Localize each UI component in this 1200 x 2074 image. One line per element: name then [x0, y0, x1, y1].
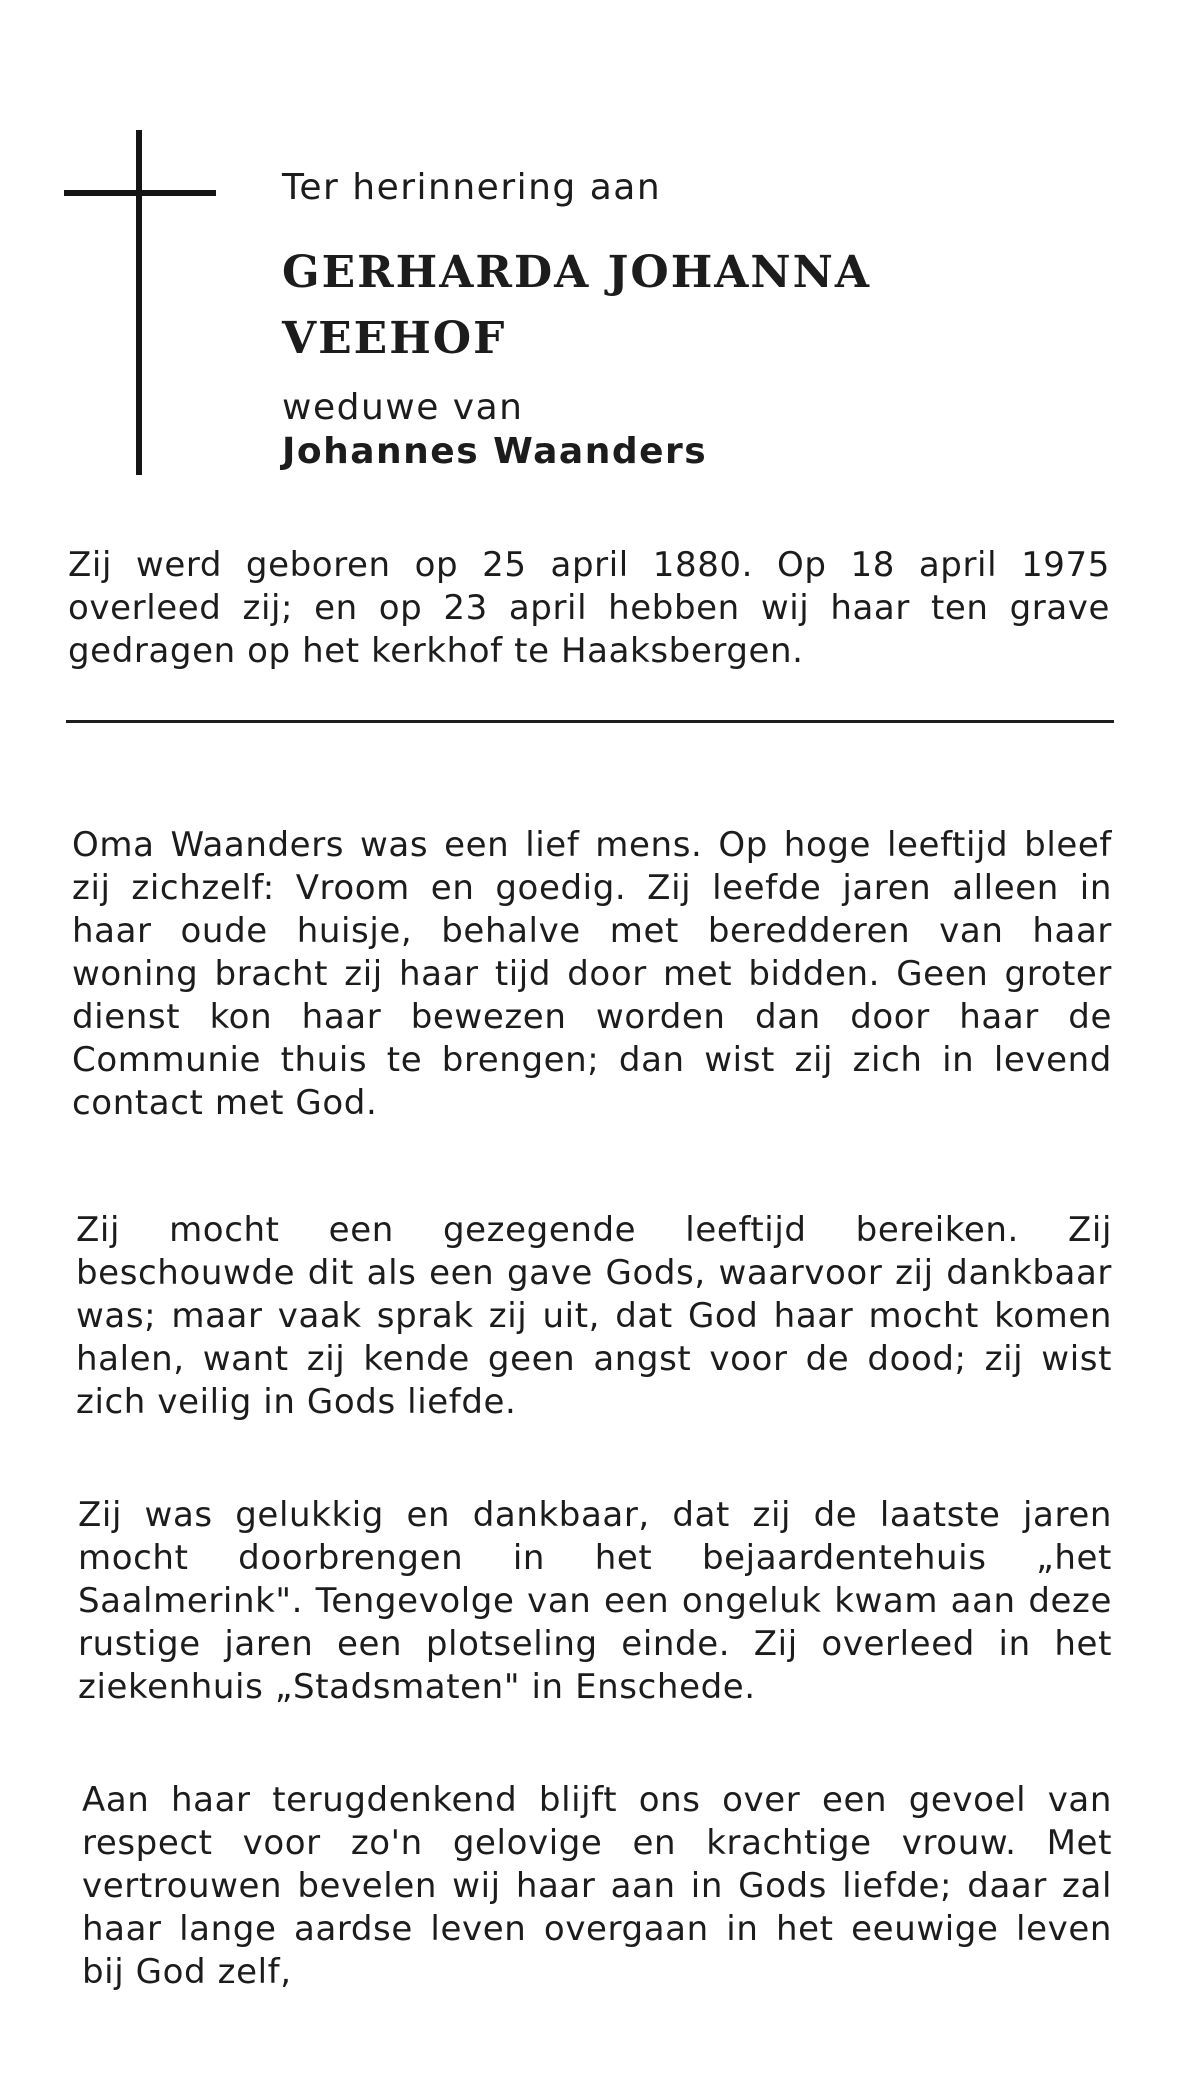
paragraph-4: Aan haar terugdenkend blijft ons over een gevoel van respect voor zo'n gelovige en krachtige vrouw. Met vertrouwen bevelen wij haar aan in Gods liefde; daar zal haar lange aardse leven overgaan in het eeuwige leven bij God zelf, [82, 1780, 1112, 1992]
cross-icon [136, 130, 142, 475]
paragraph-2: Zij mocht een gezegende leeftijd bereiken. Zij beschouwde dit als een gave Gods, waarvoor zij dankbaar was; maar vaak sprak zij uit, dat God haar mocht komen halen, want zij kende geen angst voor de dood; zij wist zich veilig in Gods liefde. [76, 1210, 1112, 1422]
birth-death-paragraph: Zij werd geboren op 25 april 1880. Op 18 april 1975 overleed zij; en op 23 april hebben wij haar ten grave gedragen op het kerkhof te Haaksbergen. [68, 545, 1110, 671]
paragraph-3: Zij was gelukkig en dankbaar, dat zij de laatste jaren mocht doorbrengen in het bejaardentehuis „het Saalmerink". Tengevolge van een ongeluk kwam aan deze rustige jaren een plotseling einde. Zij overleed in het ziekenhuis „Stadsmaten" in Enschede. [78, 1495, 1112, 1707]
deceased-name [282, 240, 871, 372]
intro-text: Ter herinnering aan [282, 167, 662, 208]
divider [66, 720, 1114, 723]
widow-label: weduwe van [282, 387, 524, 428]
deceased-name-line1: GERHARDA JOHANNA [282, 247, 872, 298]
deceased-name-line2: VEEHOF [282, 313, 507, 364]
cross-icon-bar [64, 190, 216, 196]
paragraph-1: Oma Waanders was een lief mens. Op hoge leeftijd bleef zij zichzelf: Vroom en goedig. Zij leefde jaren alleen in haar oude huisje, behalve met beredderen van haar woning bracht zij haar tijd door met bidden. Geen groter dienst kon haar bewezen worden dan door haar de Communie thuis te brengen; dan wist zij zich in levend contact met God. [72, 825, 1112, 1123]
husband-name: Johannes Waanders [282, 431, 708, 472]
